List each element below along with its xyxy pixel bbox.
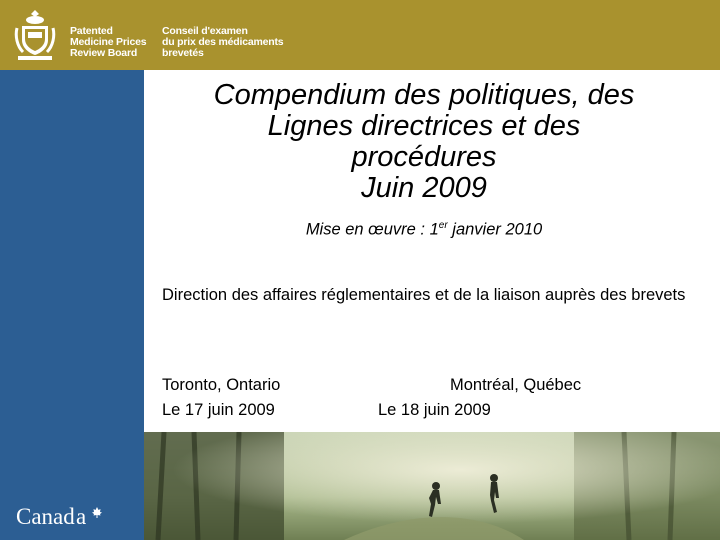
- title-line-3: procédures: [351, 141, 497, 173]
- title-line-2: Lignes directrices et des: [267, 110, 581, 142]
- org-fr-line-2: du prix des médicaments: [162, 36, 284, 48]
- subtitle-suffix: janvier 2010: [447, 220, 543, 239]
- slide-title: [144, 80, 704, 204]
- toronto-location-block: [162, 373, 280, 423]
- montreal-date: Le 18 juin 2009: [378, 401, 491, 419]
- runners-photo: [144, 432, 720, 540]
- organization-name-english: [70, 26, 146, 59]
- organization-name-french: [162, 26, 283, 59]
- left-sidebar-panel: [0, 70, 144, 540]
- canada-wordmark: [16, 500, 106, 530]
- coat-of-arms-icon: [14, 8, 56, 62]
- title-line-1: Compendium des politiques, des: [213, 79, 635, 111]
- svg-text:a: a: [76, 504, 87, 529]
- org-en-line-3: Review Board: [70, 47, 138, 59]
- svg-text:Canad: Canad: [16, 504, 75, 529]
- montreal-location-block: [378, 373, 581, 423]
- subtitle-prefix: Mise en œuvre : 1: [305, 220, 439, 239]
- montreal-city: Montréal, Québec: [450, 376, 582, 394]
- org-en-line-2: Medicine Prices: [70, 36, 147, 48]
- maple-leaf-icon: [92, 507, 102, 518]
- title-line-4: Juin 2009: [361, 172, 487, 204]
- toronto-date: Le 17 juin 2009: [162, 401, 275, 419]
- header-bar: [0, 0, 720, 70]
- runners-in-park-image: [144, 432, 720, 540]
- org-en-line-1: Patented: [70, 25, 113, 37]
- toronto-city: Toronto, Ontario: [162, 376, 281, 394]
- org-fr-line-3: brevetés: [162, 47, 204, 59]
- effective-date-subtitle: [144, 220, 704, 240]
- subtitle-superscript: er: [438, 220, 448, 231]
- org-fr-line-1: Conseil d'examen: [162, 25, 248, 37]
- directorate-name: Direction des affaires réglementaires et de la liaison auprès des brevets: [162, 286, 686, 304]
